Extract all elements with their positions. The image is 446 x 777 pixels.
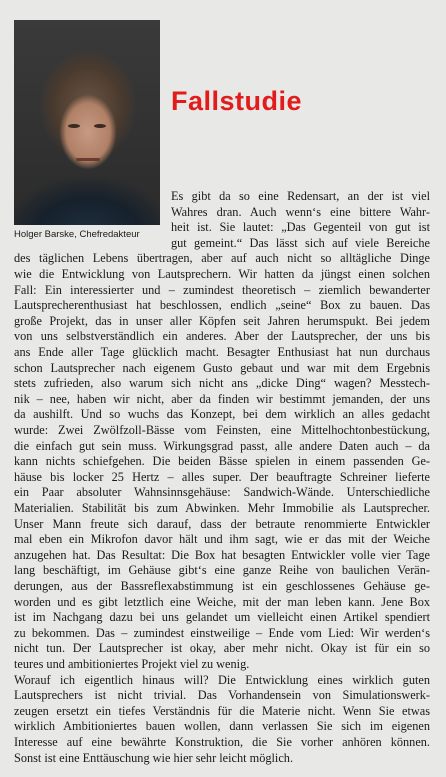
body-line: derungen, aus der Bassreflexabstimmung ist ein geschlossenes Gehäuse ge- (14, 579, 430, 593)
body-line: Fall: Ein interessierter und – zumindest theoretisch – ziemlich bewanderter (14, 282, 430, 297)
body-line: stets zufrieden, also warum sich nicht ans „dicke Ding“ wagen? Messtech- (14, 376, 430, 391)
body-line: Es gibt da so eine Redensart, an der ist viel (171, 189, 430, 203)
body-line: Materialien. Stabilität bis zum Abwinken. Mehr Immobilie als Lautsprecher. (14, 501, 430, 515)
body-line: teures und ambitioniertes Projekt viel zu wenig. (14, 657, 250, 671)
body-line: häuse bis locker 25 Hertz – alles super. Der beauftragte Schreiner lieferte (14, 469, 430, 484)
portrait-eye (94, 124, 106, 128)
body-line: große Projekt, das in unser aller Köpfen seit Jahren herumspukt. Bei jedem (14, 313, 430, 328)
body-line: gut gemeint.“ Das lässt sich auf viele Bereiche (171, 235, 430, 250)
body-line: Sonst ist eine Enttäuschung wie hier sehr leicht möglich. (14, 750, 294, 765)
body-line: ist im Nachgang dazu bei uns gelandet um vielleicht einen Artikel spendiert (14, 610, 430, 625)
author-portrait-photo (14, 20, 160, 225)
body-line: Wahres dran. Auch wenn‘s eine bittere Wahr- (171, 204, 430, 219)
body-line: anzugehen hat. Das Resultat: Die Box hat besagten Entwickler volle vier Tage (14, 547, 430, 562)
body-line: Interesse auf eine bewährte Konstruktion, die Sie vorher anhören können. (14, 735, 430, 749)
body-line: kann nichts schiefgehen. Die beiden Bässe spielen in einem passenden Ge- (14, 454, 430, 469)
body-line: ans Ende aller Tage glücklich macht. Besagter Enthusiast hat nun durchaus (14, 345, 430, 359)
body-line: die einfach gut sein muss. Wirkungsgrad passt, alle andere Daten auch – da (14, 438, 430, 453)
portrait-eye (68, 124, 80, 128)
body-line: da aushilft. Und so wuchs das Konzept, bei dem wirklich an alles gedacht (14, 407, 430, 422)
body-line: nik – nee, haben wir nicht, aber da finden wir bestimmt jemanden, der uns (14, 391, 430, 406)
body-line: ein Paar absoluter Wahnsinnsgehäuse: Sandwich-Wände. Unterschiedliche (14, 485, 430, 500)
body-line: heit ist. Sie lautet: „Das Gegenteil von gut ist (171, 220, 430, 235)
article-title: Fallstudie (171, 86, 303, 116)
body-line: wurde: Zwei Zwölfzoll-Bässe vom Feinsten, eine Mittelhochtonbestückung, (14, 423, 430, 437)
body-line: lang beschäftigt, im Gehäuse gibt‘s eine ganze Reihe von baulichen Verän- (14, 563, 430, 578)
body-line: wie die Entwicklung von Lautsprechern. Wir hatten da jüngst einen solchen (14, 267, 430, 281)
photo-caption: Holger Barske, Chefredakteur (14, 229, 140, 240)
body-line: wirklich Ambitioniertes bauen wollen, dann verlassen Sie sich im eigenen (14, 719, 430, 734)
body-line: schon Lautsprecher nach eigenem Gusto gebaut und war mit dem Ergebnis (14, 360, 430, 375)
body-line: des täglichen Lebens übertragen, aber auf auch nicht so alltägliche Dinge (14, 251, 430, 266)
body-line: Unser Mann freute sich darauf, dass der betraute renommierte Entwickler (14, 516, 430, 531)
body-line: Lautsprechers ist nicht trivial. Das Vorhandensein von Simulationswerk- (14, 688, 430, 703)
body-line: Lautsprecherenthusiast hat beschlossen, endlich „seine“ Box zu bauen. Das (14, 298, 430, 313)
portrait-mouth (76, 158, 100, 161)
body-line: mal eben ein Mikrofon davor hält und ihm sagt, wie er das mit der Weiche (14, 532, 430, 547)
body-line: zeugen ersetzt ein tiefes Verständnis für die Materie nicht. Wenn Sie etwas (14, 703, 430, 718)
body-line: von uns selbstverständlich ein anderes. Aber der Lautsprecher, der uns bis (14, 329, 430, 344)
body-line: nicht tun. Der Lautsprecher ist okay, aber mehr nicht. Okay ist für ein so (14, 641, 430, 656)
body-line: Worauf ich eigentlich hinaus will? Die Entwicklung eines wirklich guten (14, 672, 430, 687)
body-line: worden und es gibt letztlich eine Weiche, mit der man leben kann. Jene Box (14, 594, 430, 609)
body-line: zu bekommen. Das – zumindest einstweilige – Ende vom Lied: Wir werden‘s (14, 625, 430, 640)
